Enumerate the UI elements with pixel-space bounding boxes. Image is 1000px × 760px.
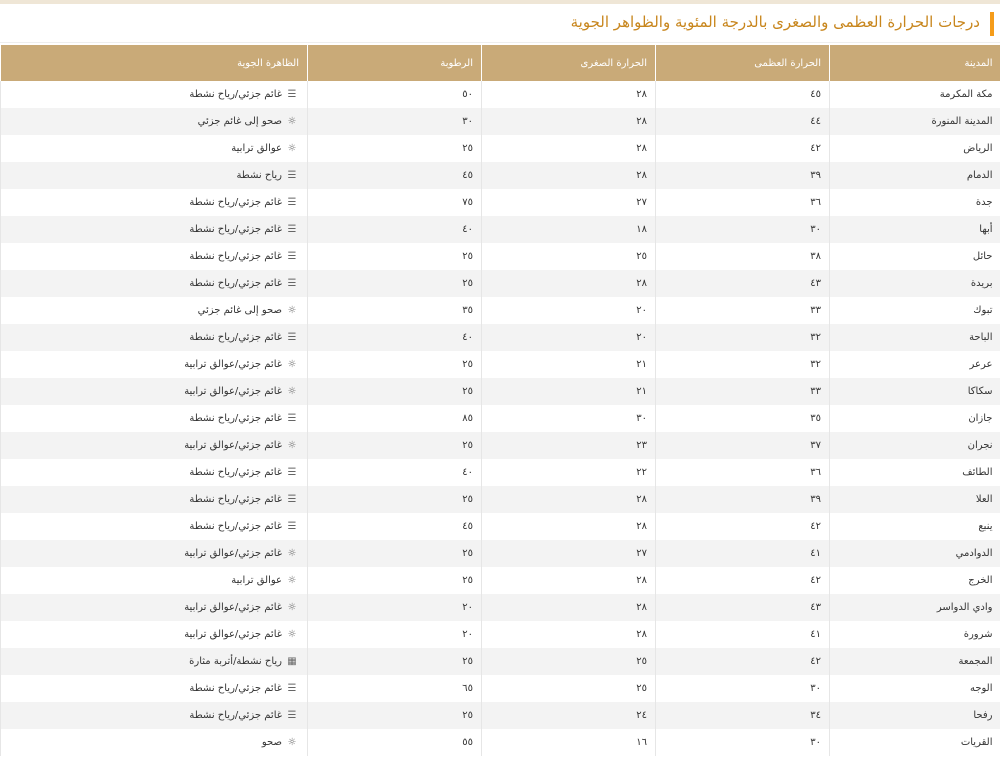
humidity-cell: ٢٠ [308,594,482,621]
table-row [1,108,1000,135]
phenomenon-cell [1,675,308,702]
phenomenon-text: غائم جزئي/عوالق ترابية [184,629,282,640]
table-header [1,45,1000,81]
phenomenon-cell [1,351,308,378]
max-temp-cell: ٤١ [656,621,830,648]
phenomenon-cell [1,459,308,486]
phenomenon-cell [1,567,308,594]
phenomenon-cell [1,621,308,648]
humidity-cell: ٢٥ [308,243,482,270]
table-row [1,378,1000,405]
humidity-cell: ٤٠ [308,459,482,486]
dust-icon: ☼ [287,629,297,640]
city-cell: أبها [830,216,1000,243]
min-temp-cell: ٢٨ [482,513,656,540]
max-temp-cell: ٣٩ [656,486,830,513]
humidity-cell: ٦٥ [308,675,482,702]
min-temp-cell: ٢٥ [482,648,656,675]
min-temp-cell: ٢٧ [482,189,656,216]
min-temp-cell: ٢٢ [482,459,656,486]
sun-cloud-icon: ☼ [287,116,297,127]
phenomenon-text: غائم جزئي/رياح نشطة [189,710,282,721]
table-row [1,405,1000,432]
min-temp-cell: ٢٨ [482,486,656,513]
humidity-cell: ٢٥ [308,648,482,675]
min-temp-cell: ٢٥ [482,675,656,702]
phenomenon-cell [1,270,308,297]
max-temp-cell: ٣٢ [656,324,830,351]
city-cell: شرورة [830,621,1000,648]
max-temp-cell: ٤٢ [656,135,830,162]
header-max-temp: الحرارة العظمى [656,45,830,81]
wind-icon: ☰ [287,683,297,694]
phenomenon-cell [1,162,308,189]
max-temp-cell: ٤٢ [656,513,830,540]
wind-icon: ☰ [287,521,297,532]
table-row [1,648,1000,675]
max-temp-cell: ٣٢ [656,351,830,378]
table-row [1,351,1000,378]
sun-cloud-icon: ☼ [287,305,297,316]
humidity-cell: ٥٠ [308,81,482,108]
table-row [1,216,1000,243]
city-cell: الخرج [830,567,1000,594]
phenomenon-cell [1,648,308,675]
wind-icon: ☰ [287,710,297,721]
min-temp-cell: ٢٠ [482,324,656,351]
table-row [1,297,1000,324]
city-cell: سكاكا [830,378,1000,405]
wind-icon: ☰ [287,467,297,478]
phenomenon-text: غائم جزئي/رياح نشطة [189,278,282,289]
header-humidity: الرطوبة [308,45,482,81]
city-cell: الدوادمي [830,540,1000,567]
humidity-cell: ٢٥ [308,702,482,729]
phenomenon-text: صحو [261,737,282,748]
max-temp-cell: ٤٣ [656,270,830,297]
dust-icon: ☼ [287,548,297,559]
min-temp-cell: ٢٥ [482,243,656,270]
table-row [1,621,1000,648]
humidity-cell: ٨٥ [308,405,482,432]
max-temp-cell: ٣٥ [656,405,830,432]
max-temp-cell: ٣٩ [656,162,830,189]
dust-icon: ☼ [287,440,297,451]
city-cell: جازان [830,405,1000,432]
phenomenon-text: غائم جزئي/رياح نشطة [189,521,282,532]
phenomenon-cell [1,189,308,216]
max-temp-cell: ٣٠ [656,216,830,243]
min-temp-cell: ٢٨ [482,162,656,189]
humidity-cell: ٢٥ [308,540,482,567]
title-bar [0,4,1000,43]
wind-icon: ☰ [287,494,297,505]
humidity-cell: ٤٠ [308,324,482,351]
max-temp-cell: ٣٦ [656,459,830,486]
phenomenon-text: غائم جزئي/رياح نشطة [189,413,282,424]
phenomenon-cell [1,216,308,243]
dust-icon: ☼ [287,602,297,613]
min-temp-cell: ٢٣ [482,432,656,459]
table-row [1,81,1000,108]
phenomenon-text: غائم جزئي/رياح نشطة [189,494,282,505]
table-row [1,270,1000,297]
city-cell: رفحا [830,702,1000,729]
max-temp-cell: ٤٤ [656,108,830,135]
humidity-cell: ٧٥ [308,189,482,216]
phenomenon-text: غائم جزئي/عوالق ترابية [184,548,282,559]
min-temp-cell: ٢٨ [482,567,656,594]
max-temp-cell: ٣٣ [656,378,830,405]
humidity-cell: ٢٥ [308,270,482,297]
max-temp-cell: ٣٧ [656,432,830,459]
humidity-cell: ٢٥ [308,351,482,378]
min-temp-cell: ٢٨ [482,621,656,648]
phenomenon-cell [1,594,308,621]
header-min-temp: الحرارة الصغرى [482,45,656,81]
phenomenon-cell [1,108,308,135]
city-cell: عرعر [830,351,1000,378]
humidity-cell: ٢٥ [308,135,482,162]
phenomenon-cell [1,702,308,729]
wind-icon: ☰ [287,197,297,208]
table-row [1,243,1000,270]
table-row [1,162,1000,189]
phenomenon-text: صحو إلى غائم جزئي [197,116,282,127]
min-temp-cell: ١٨ [482,216,656,243]
humidity-cell: ٢٥ [308,378,482,405]
humidity-cell: ٥٥ [308,729,482,756]
phenomenon-cell [1,486,308,513]
min-temp-cell: ١٦ [482,729,656,756]
phenomenon-text: غائم جزئي/رياح نشطة [189,197,282,208]
phenomenon-text: عوالق ترابية [231,143,282,154]
table-row [1,675,1000,702]
wind-icon: ☰ [287,224,297,235]
min-temp-cell: ٢١ [482,378,656,405]
city-cell: حائل [830,243,1000,270]
city-cell: الدمام [830,162,1000,189]
phenomenon-cell [1,378,308,405]
city-cell: الوجه [830,675,1000,702]
dust-storm-icon: ▦ [287,656,297,667]
phenomenon-cell [1,324,308,351]
city-cell: العلا [830,486,1000,513]
table-row [1,702,1000,729]
min-temp-cell: ٣٠ [482,405,656,432]
phenomenon-text: غائم جزئي/رياح نشطة [189,224,282,235]
phenomenon-text: غائم جزئي/رياح نشطة [189,332,282,343]
title-accent-bar [990,12,994,36]
city-cell: الرياض [830,135,1000,162]
max-temp-cell: ٣٠ [656,729,830,756]
phenomenon-text: غائم جزئي/رياح نشطة [189,467,282,478]
table-row [1,594,1000,621]
city-cell: وادي الدواسر [830,594,1000,621]
max-temp-cell: ٤٢ [656,648,830,675]
phenomenon-cell [1,729,308,756]
humidity-cell: ٤٥ [308,513,482,540]
table-row [1,540,1000,567]
city-cell: المجمعة [830,648,1000,675]
max-temp-cell: ٣٤ [656,702,830,729]
phenomenon-text: رياح نشطة [236,170,282,181]
dust-icon: ☼ [287,143,297,154]
max-temp-cell: ٣٨ [656,243,830,270]
min-temp-cell: ٢٨ [482,135,656,162]
weather-table [0,45,1000,756]
min-temp-cell: ٢١ [482,351,656,378]
city-cell: مكة المكرمة [830,81,1000,108]
table-row [1,135,1000,162]
city-cell: الباحة [830,324,1000,351]
table-row [1,486,1000,513]
table-row [1,459,1000,486]
table-row [1,729,1000,756]
phenomenon-cell [1,513,308,540]
phenomenon-text: غائم جزئي/عوالق ترابية [184,386,282,397]
phenomenon-text: صحو إلى غائم جزئي [197,305,282,316]
max-temp-cell: ٤٢ [656,567,830,594]
dust-icon: ☼ [287,359,297,370]
humidity-cell: ٤٠ [308,216,482,243]
phenomenon-text: رياح نشطة/أتربة مثارة [189,656,282,667]
phenomenon-cell [1,405,308,432]
phenomenon-cell [1,243,308,270]
city-cell: نجران [830,432,1000,459]
table-row [1,324,1000,351]
sun-icon: ☼ [287,737,297,748]
table-row [1,513,1000,540]
header-phenomenon: الظاهرة الجوية [1,45,308,81]
humidity-cell: ٤٥ [308,162,482,189]
min-temp-cell: ٢٨ [482,81,656,108]
phenomenon-text: غائم جزئي/عوالق ترابية [184,440,282,451]
wind-icon: ☰ [287,251,297,262]
min-temp-cell: ٢٨ [482,108,656,135]
max-temp-cell: ٣٣ [656,297,830,324]
humidity-cell: ٣٥ [308,297,482,324]
max-temp-cell: ٤٥ [656,81,830,108]
phenomenon-cell [1,81,308,108]
max-temp-cell: ٤١ [656,540,830,567]
table-row [1,567,1000,594]
header-row [1,45,1000,81]
humidity-cell: ٢٥ [308,567,482,594]
dust-icon: ☼ [287,386,297,397]
phenomenon-cell [1,297,308,324]
wind-icon: ☰ [287,332,297,343]
wind-icon: ☰ [287,89,297,100]
max-temp-cell: ٣٠ [656,675,830,702]
max-temp-cell: ٤٣ [656,594,830,621]
min-temp-cell: ٢٨ [482,270,656,297]
max-temp-cell: ٣٦ [656,189,830,216]
phenomenon-text: غائم جزئي/عوالق ترابية [184,359,282,370]
min-temp-cell: ٢٨ [482,594,656,621]
table-row [1,189,1000,216]
humidity-cell: ٣٠ [308,108,482,135]
city-cell: الطائف [830,459,1000,486]
phenomenon-cell [1,540,308,567]
city-cell: القريات [830,729,1000,756]
phenomenon-cell [1,432,308,459]
wind-icon: ☰ [287,278,297,289]
table-body [1,81,1000,756]
header-city: المدينة [830,45,1000,81]
phenomenon-text: غائم جزئي/رياح نشطة [189,89,282,100]
city-cell: جدة [830,189,1000,216]
city-cell: ينبع [830,513,1000,540]
phenomenon-text: عوالق ترابية [231,575,282,586]
phenomenon-text: غائم جزئي/رياح نشطة [189,683,282,694]
page-title: درجات الحرارة العظمى والصغرى بالدرجة المئوية والظواهر الجوية [570,13,980,31]
city-cell: بريدة [830,270,1000,297]
dust-icon: ☼ [287,575,297,586]
table-row [1,432,1000,459]
wind-icon: ☰ [287,170,297,181]
humidity-cell: ٢٠ [308,621,482,648]
city-cell: تبوك [830,297,1000,324]
humidity-cell: ٢٥ [308,486,482,513]
phenomenon-text: غائم جزئي/عوالق ترابية [184,602,282,613]
city-cell: المدينة المنورة [830,108,1000,135]
humidity-cell: ٢٥ [308,432,482,459]
phenomenon-cell [1,135,308,162]
min-temp-cell: ٢٠ [482,297,656,324]
min-temp-cell: ٢٧ [482,540,656,567]
min-temp-cell: ٢٤ [482,702,656,729]
phenomenon-text: غائم جزئي/رياح نشطة [189,251,282,262]
wind-icon: ☰ [287,413,297,424]
